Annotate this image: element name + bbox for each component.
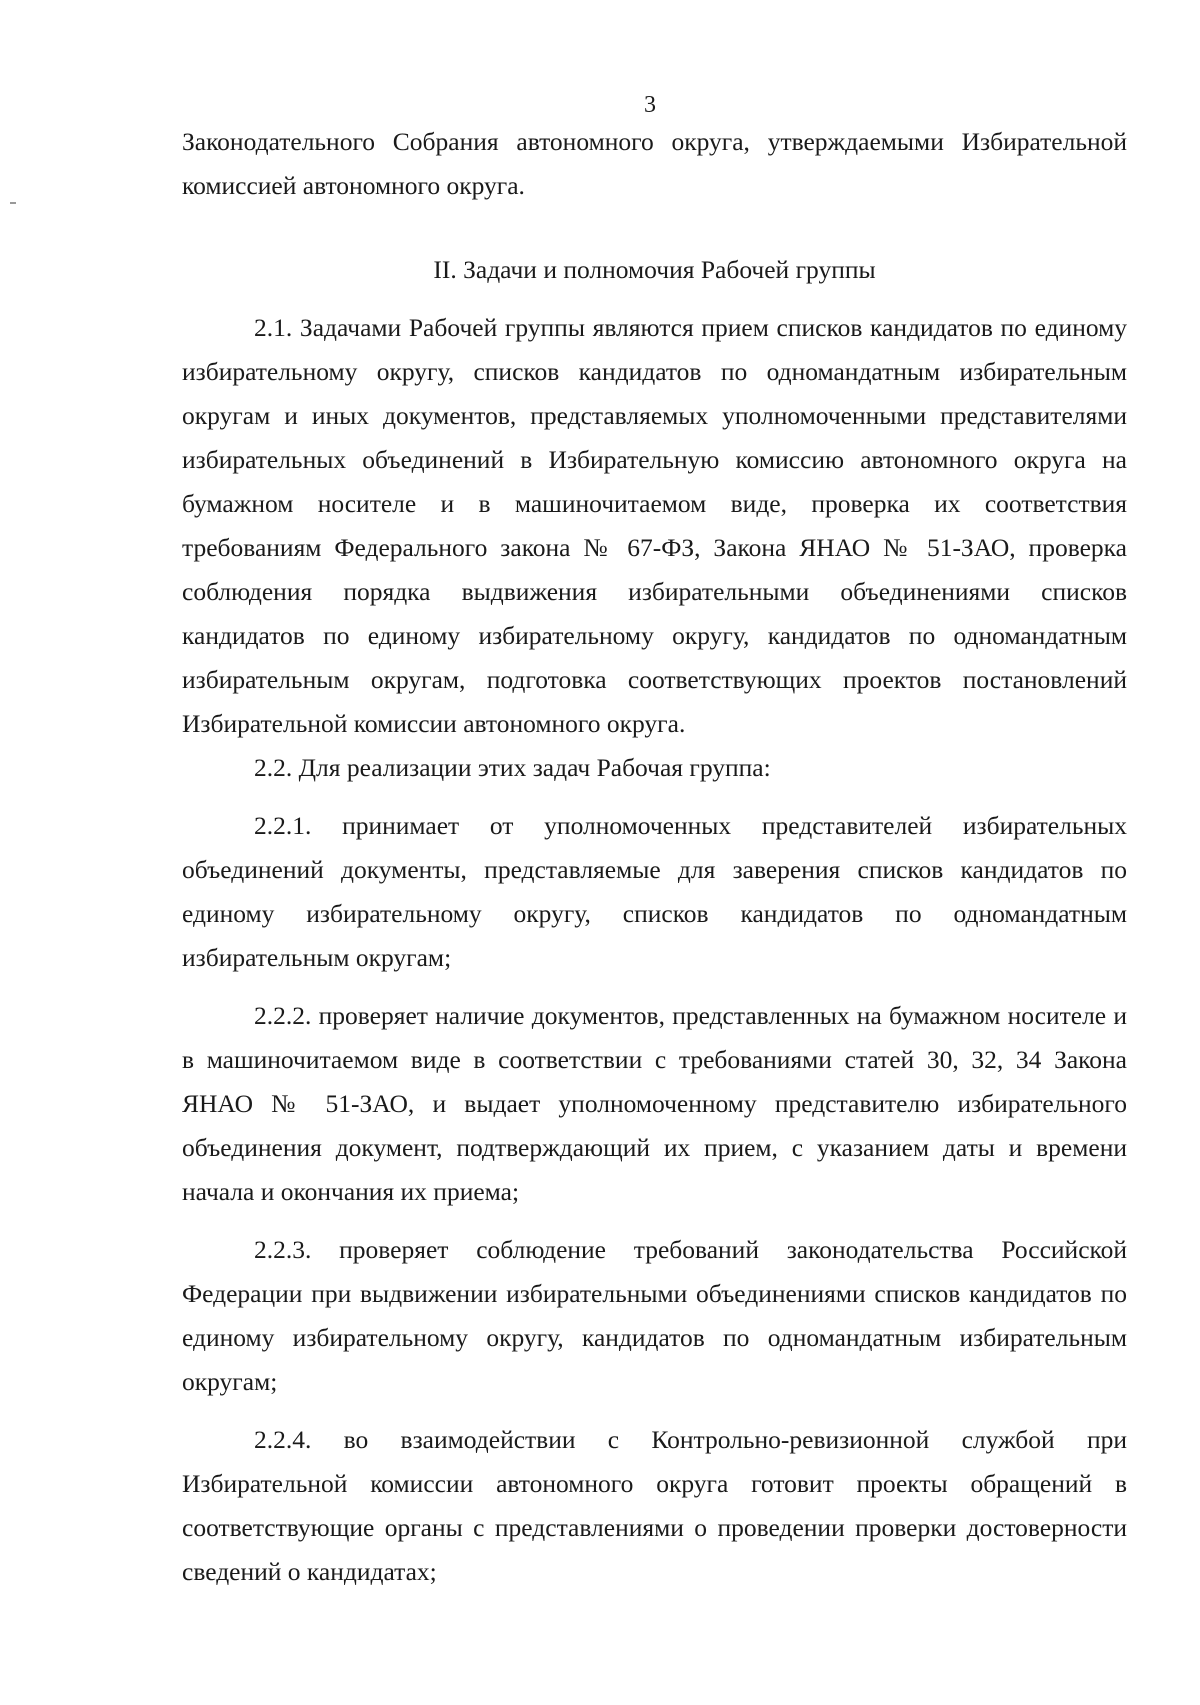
paragraph-continuation: Законодательного Собрания автономного округа, утверждаемыми Избирательной комиссией автономного округа. bbox=[182, 127, 1127, 200]
document-body bbox=[182, 120, 1127, 1594]
paragraph-2-1: 2.1. Задачами Рабочей группы являются прием списков кандидатов по единому избирательному округу, списков кандидатов по одномандатным избирательным округам и иных документов, представляемых уполномоченными представителями избирательных объединений в Избирательную комиссию автономного округа на бумажном носителе и в машиночитаемом виде, проверка их соответствия требованиям Федерального закона № 67-ФЗ, Закона ЯНАО № 51-ЗАО, проверка соблюдения порядка выдвижения избирательными объединениями списков кандидатов по единому избирательному округу, кандидатов по одномандатным избирательным округам, подготовка соответствующих проектов постановлений Избирательной комиссии автономного округа. bbox=[182, 313, 1127, 738]
paragraph-2-2: 2.2. Для реализации этих задач Рабочая группа: bbox=[254, 753, 771, 782]
paragraph-2-2-2: 2.2.2. проверяет наличие документов, представленных на бумажном носителе и в машиночитаемом виде в соответствии с требованиями статей 30, 32, 34 Закона ЯНАО № 51-ЗАО, и выдает уполномоченному представителю избирательного объединения документ, подтверждающий их прием, с указанием даты и времени начала и окончания их приема; bbox=[182, 1001, 1127, 1206]
page-number: 3 bbox=[644, 92, 656, 118]
paragraph-2-2-4: 2.2.4. во взаимодействии с Контрольно-ревизионной службой при Избирательной комиссии автономного округа готовит проекты обращений в соответствующие органы с представлениями о проведении проверки достоверности сведений о кандидатах; bbox=[182, 1425, 1127, 1586]
paragraph-2-2-1: 2.2.1. принимает от уполномоченных представителей избирательных объединений документы, представляемые для заверения списков кандидатов по единому избирательному округу, списков кандидатов по одномандатным избирательным округам; bbox=[182, 811, 1127, 972]
scan-artifact bbox=[10, 202, 16, 204]
section-heading: II. Задачи и полномочия Рабочей группы bbox=[433, 255, 876, 284]
paragraph-2-2-3: 2.2.3. проверяет соблюдение требований законодательства Российской Федерации при выдвижении избирательными объединениями списков кандидатов по единому избирательному округу, кандидатов по одномандатным избирательным округам; bbox=[182, 1235, 1127, 1396]
